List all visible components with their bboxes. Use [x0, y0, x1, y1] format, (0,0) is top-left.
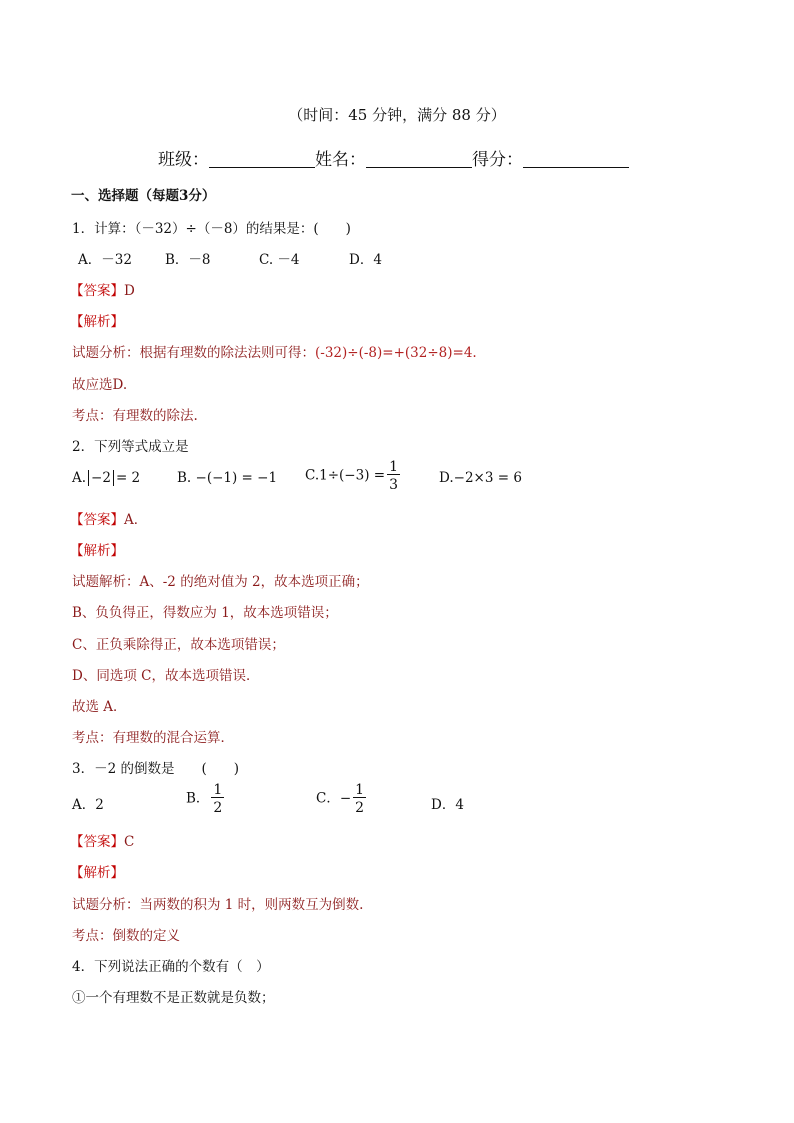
q3-option-c [316, 783, 368, 815]
class-blank[interactable] [209, 149, 315, 168]
fraction-denominator: 3 [389, 477, 398, 493]
q1-answer: D [124, 283, 135, 299]
q2-option-d: D.−2×3 = 6 [439, 470, 522, 486]
q2-option-a-letter: A. [72, 470, 87, 486]
analysis-label: 【解析】 [70, 314, 124, 330]
q4-stem: 4．下列说法正确的个数有（ ） [72, 959, 270, 975]
q1-analysis [72, 341, 477, 361]
q1-kaodian: 考点：有理数的除法. [72, 408, 198, 424]
q1-option-b: B．－8 [165, 252, 211, 268]
fraction-denominator: 2 [213, 800, 223, 816]
fraction-numerator: 1 [213, 782, 223, 798]
q3-option-b [186, 783, 226, 815]
analysis-label: 【解析】 [70, 865, 124, 881]
answer-label: 【答案】 [70, 834, 124, 850]
q4-statement-1: ①一个有理数不是正数就是负数； [72, 990, 275, 1006]
q2-analysis-line3: C、正负乘除得正，故本选项错误； [72, 637, 285, 653]
fraction-denominator: 2 [355, 800, 365, 816]
answer-label: 【答案】 [70, 283, 124, 299]
q3-analysis: 试题分析：当两数的积为 1 时，则两数互为倒数. [72, 897, 364, 913]
answer-label: 【答案】 [70, 512, 124, 528]
fraction [353, 783, 366, 815]
section-title: 一、选择题（每题3分） [71, 188, 216, 204]
abs-value-bars [88, 470, 114, 486]
class-label: 班级： [158, 150, 209, 170]
name-label: 姓名： [315, 150, 366, 170]
q1-analysis-text: 试题分析：根据有理数的除法法则可得： [72, 345, 315, 361]
score-blank[interactable] [523, 149, 629, 168]
q2-stem: 2．下列等式成立是 [72, 439, 189, 455]
q2-analysis-line1: 试题解析：A、-2 的绝对值为 2，故本选项正确； [72, 574, 369, 590]
q2-option-c-text: C.1÷(−3) = [305, 467, 386, 484]
exam-time-info: （时间：45 分钟，满分 88 分） [288, 106, 506, 124]
analysis-label: 【解析】 [70, 543, 124, 559]
q2-analysis-line2: B、负负得正，得数应为 1，故本选项错误； [72, 605, 338, 621]
q2-analysis-line4: D、同选项 C，故本选项错误． [72, 668, 260, 684]
q3-option-c-letter: C．− [316, 790, 352, 807]
q1-option-d: D．4 [349, 252, 382, 268]
q2-option-a [72, 470, 140, 486]
q2-answer-row [70, 508, 147, 528]
name-blank[interactable] [366, 149, 472, 168]
q1-conclusion: 故应选D. [72, 377, 128, 393]
fraction-numerator: 1 [389, 459, 398, 475]
q2-option-a-result: = 2 [115, 470, 141, 486]
q2-option-b: B. −(−1) = −1 [177, 470, 278, 486]
q3-option-a: A．2 [72, 797, 104, 813]
q3-answer: C [124, 834, 135, 850]
q2-answer: A． [124, 512, 148, 528]
q3-stem: 3．－2 的倒数是 ( ) [72, 761, 240, 777]
student-info-row [158, 145, 629, 170]
q2-conclusion: 故选 A． [72, 699, 127, 715]
score-label: 得分： [472, 150, 523, 170]
q3-option-d: D．4 [431, 797, 464, 813]
q3-answer-row [70, 830, 134, 850]
q1-option-a: A．－32 [78, 252, 132, 268]
fraction [387, 460, 400, 492]
q1-option-c: C. －4 [259, 252, 300, 268]
q2-kaodian: 考点：有理数的混合运算． [72, 730, 234, 746]
q2-option-c [305, 460, 402, 492]
q1-analysis-expr: (-32)÷(-8)=+(32÷8)=4. [315, 345, 477, 361]
q3-kaodian: 考点：倒数的定义 [72, 928, 180, 944]
q3-option-b-letter: B． [186, 790, 210, 807]
q1-answer-row [70, 279, 135, 299]
q1-stem: 1．计算：（－32）÷（－8）的结果是：( ) [72, 221, 351, 237]
fraction-numerator: 1 [355, 782, 365, 798]
fraction [211, 783, 224, 815]
q2-option-a-inner: −2 [91, 470, 111, 486]
